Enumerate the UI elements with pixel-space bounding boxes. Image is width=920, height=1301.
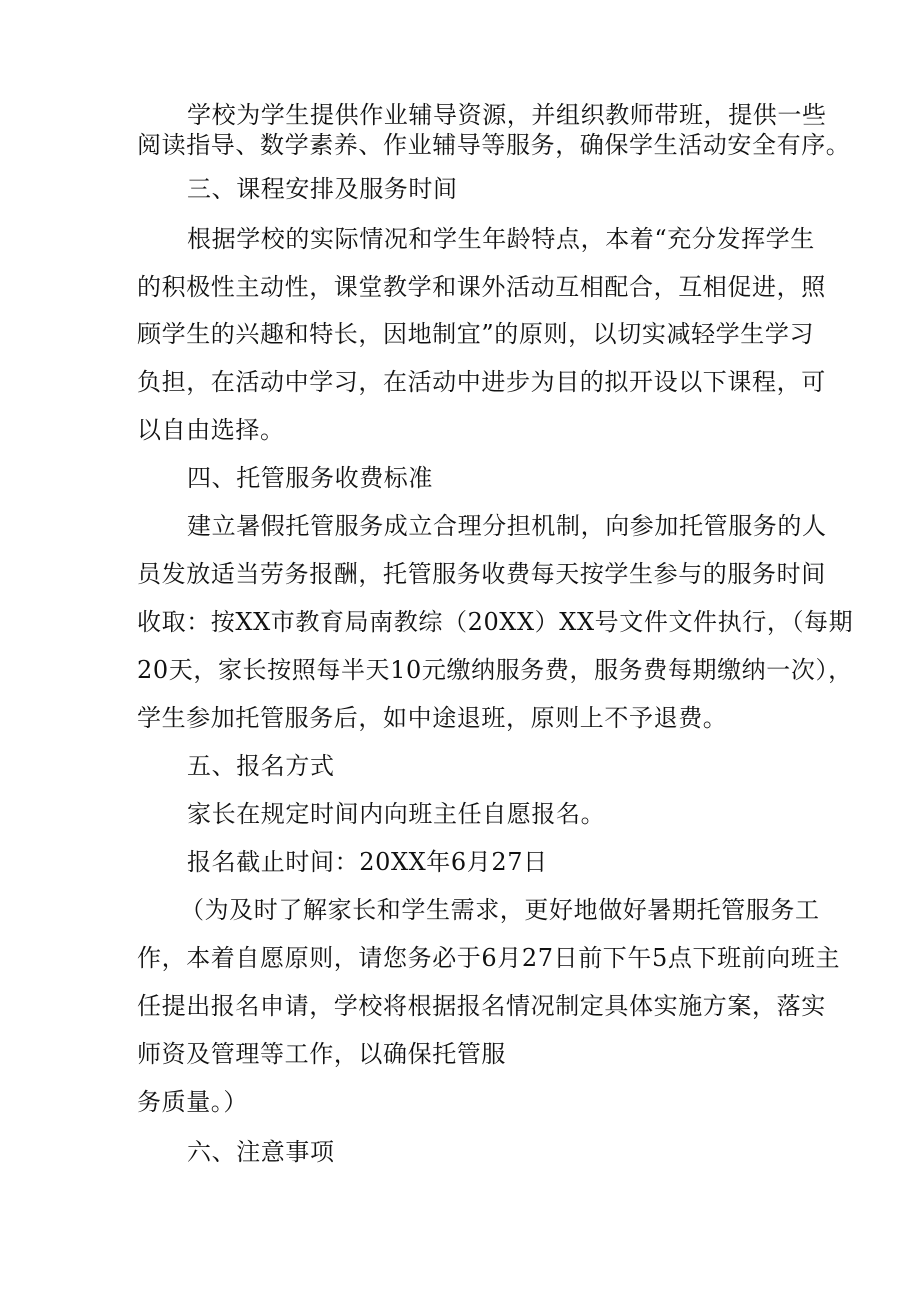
section-heading: 三、课程安排及服务时间	[187, 175, 458, 203]
paragraph-line: 根据学校的实际情况和学生年龄特点，本着“充分发挥学生	[187, 225, 815, 253]
section-heading: 四、托管服务收费标准	[187, 464, 433, 492]
paragraph-line: 以自由选择。	[137, 416, 285, 444]
paragraph-line: 收取：按XX市教育局南教综（20XX）XX号文件文件执行，（每期	[137, 608, 854, 636]
paragraph-line: 学生参加托管服务后，如中途退班，原则上不予退费。	[137, 704, 728, 732]
paragraph-line: 20天，家长按照每半天10元缴纳服务费，服务费每期缴纳一次），	[137, 656, 853, 684]
paragraph-line: 员发放适当劳务报酬，托管服务收费每天按学生参与的服务时间	[137, 560, 826, 588]
paragraph-line: 作，本着自愿原则，请您务必于6月27日前下午5点下班前向班主	[137, 944, 841, 972]
paragraph-line: 阅读指导、数学素养、作业辅导等服务，确保学生活动安全有序。	[137, 131, 851, 159]
paragraph-line: 顾学生的兴趣和特长，因地制宜”的原则，以切实减轻学生学习	[137, 320, 815, 348]
paragraph-line: 学校为学生提供作业辅导资源，并组织教师带班，提供一些	[187, 101, 827, 129]
paragraph-line: 的积极性主动性，课堂教学和课外活动互相配合，互相促进，照	[137, 273, 826, 301]
paragraph-line: （为及时了解家长和学生需求，更好地做好暑期托管服务工	[180, 896, 820, 924]
section-heading: 六、注意事项	[187, 1138, 335, 1166]
paragraph-line: 负担，在活动中学习，在活动中进步为目的拟开设以下课程，可	[137, 368, 826, 396]
paragraph-line: 任提出报名申请，学校将根据报名情况制定具体实施方案，落实	[137, 992, 826, 1020]
paragraph-line: 师资及管理等工作，以确保托管服	[137, 1040, 506, 1068]
paragraph-line: 务质量。）	[137, 1088, 248, 1116]
paragraph-line: 报名截止时间：20XX年6月27日	[187, 848, 548, 876]
section-heading: 五、报名方式	[187, 752, 335, 780]
paragraph-line: 家长在规定时间内向班主任自愿报名。	[187, 800, 606, 828]
paragraph-line: 建立暑假托管服务成立合理分担机制，向参加托管服务的人	[187, 512, 827, 540]
